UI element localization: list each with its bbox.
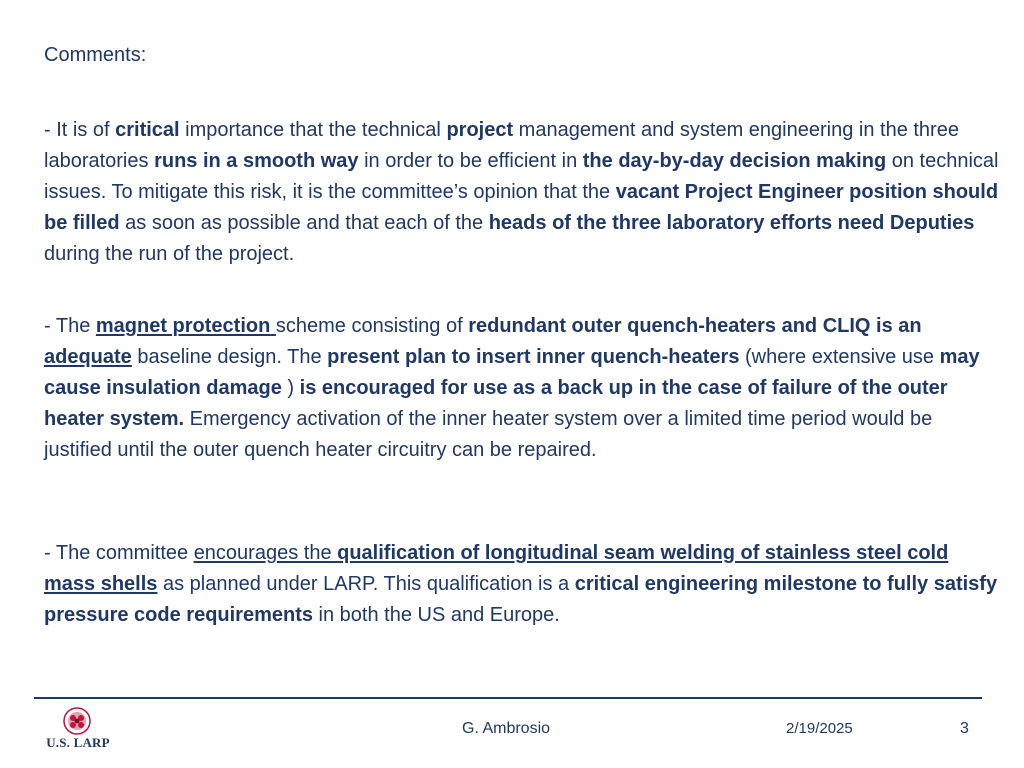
text-run: qualification of longitudinal seam welding of stainless steel cold mass shells (44, 542, 949, 595)
text-run: is encouraged for use as a back up in the case of failure of the outer heater system. (44, 377, 948, 430)
page-number: 3 (960, 720, 969, 737)
larp-logo-icon (62, 706, 92, 736)
text-run: may cause insulation damage (44, 346, 980, 399)
text-run: present plan to insert inner quench-heaters (327, 346, 740, 368)
comment-paragraph-1 (44, 115, 1004, 270)
text-run: adequate (44, 346, 132, 368)
text-run: importance that the technical (179, 119, 447, 141)
text-run: Emergency activation of the inner heater system over a limited time period would be justified until the outer quench heater circuitry can be repaired. (44, 408, 933, 461)
text-run: as planned under LARP. This qualification is a (157, 573, 575, 595)
text-run: - It is of (44, 119, 116, 141)
text-run: - The committee (44, 542, 194, 564)
text-run: redundant outer quench-heaters and CLIQ is an (468, 315, 922, 337)
text-run: critical (115, 119, 180, 141)
text-run: heads of the three laboratory efforts need Deputies (488, 212, 975, 234)
logo-text: U.S. LARP (46, 735, 110, 750)
text-run: scheme consisting of (275, 315, 469, 337)
text-run: (where extensive use (739, 346, 940, 368)
text-run: baseline design. The (131, 346, 328, 368)
text-run: project (446, 119, 514, 141)
text-run: vacant Project Engineer position should be filled (44, 181, 999, 234)
text-run: critical engineering milestone to fully satisfy pressure code requirements (44, 573, 998, 626)
text-run: in both the US and Europe. (313, 604, 560, 626)
us-larp-logo (40, 706, 116, 754)
footer-date: 2/19/2025 (786, 720, 853, 737)
footer-author: G. Ambrosio (462, 720, 551, 737)
text-run: runs in a smooth way (154, 150, 359, 172)
text-run: on technical issues. To mitigate this risk, it is the committee’s opinion that the (44, 150, 999, 203)
text-run: as soon as possible and that each of the (119, 212, 489, 234)
text-run: the day-by-day decision making (582, 150, 887, 172)
comment-paragraph-2 (44, 311, 1004, 466)
text-run: encourages the (193, 542, 338, 564)
footer-divider (34, 697, 982, 699)
text-run: during the run of the project. (44, 243, 295, 265)
comment-paragraph-3 (44, 538, 1004, 631)
slide-heading: Comments: (44, 44, 147, 66)
text-run: ) (281, 377, 300, 399)
text-run: management and system engineering in the three laboratories (44, 119, 959, 172)
text-run: in order to be efficient in (358, 150, 583, 172)
text-run: magnet protection (95, 315, 271, 337)
text-run: - The (44, 315, 96, 337)
